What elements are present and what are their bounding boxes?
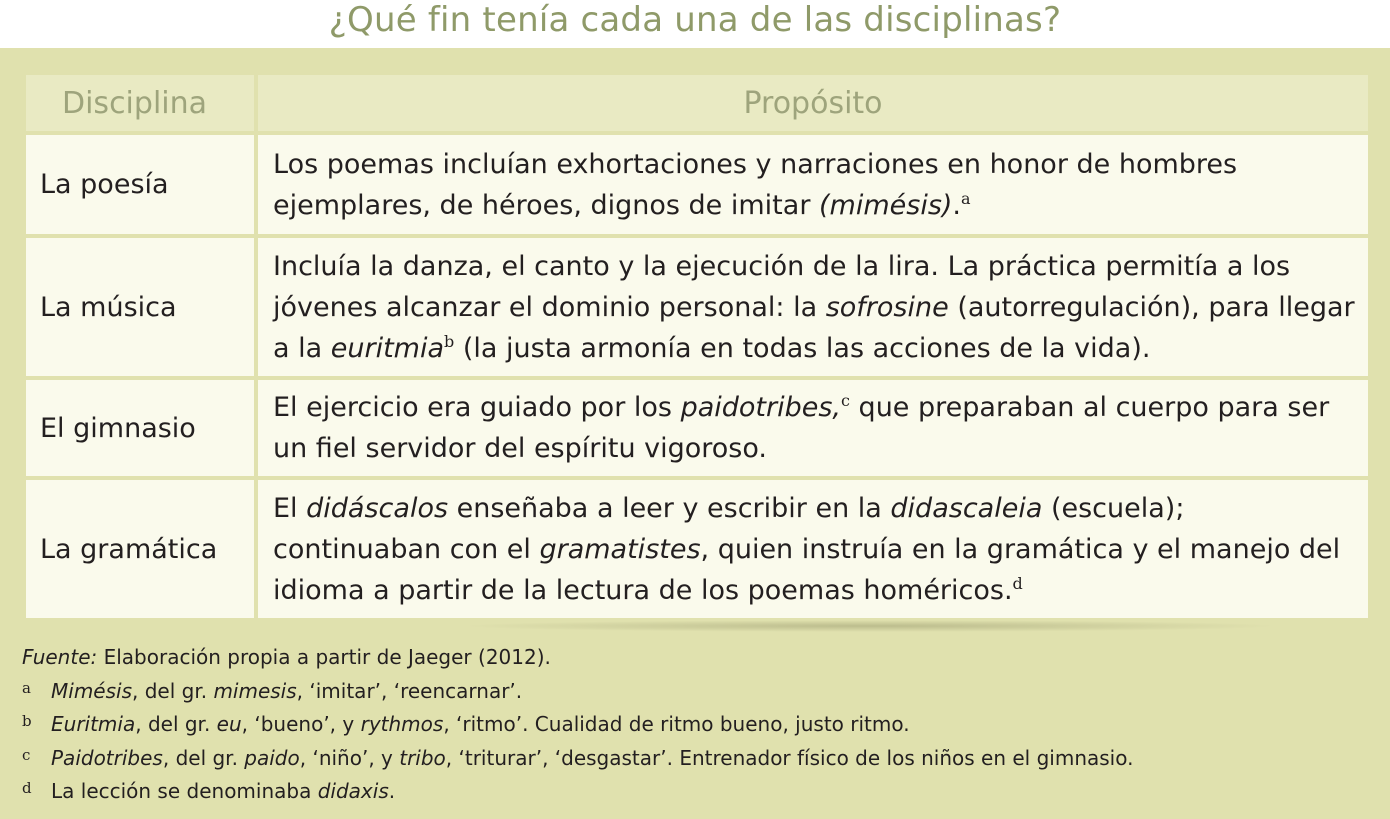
footnote-text (51, 679, 522, 703)
footnote-ref: c (841, 391, 850, 410)
source-label: Fuente: (22, 645, 98, 669)
source-note (22, 641, 1362, 675)
text-run: El ejercicio era guiado por los (273, 392, 681, 423)
table-header-row (26, 75, 1368, 131)
text-run: (la justa armonía en todas las acciones de la vida). (454, 332, 1151, 364)
header-purpose: Propósito (258, 75, 1368, 131)
footnote-text (51, 712, 910, 736)
italic-term: gramatistes (539, 533, 701, 565)
text-run: , quien instruía en la gramática y el manejo del idioma a partir de la lectura de los poemas homéricos. (273, 533, 1341, 606)
footnote (22, 742, 1362, 776)
text-run: , ‘bueno’, y (241, 712, 361, 736)
table-row (26, 238, 1368, 376)
footnote-ref: a (961, 188, 971, 208)
purpose-cell (258, 135, 1368, 234)
table-row (26, 135, 1368, 234)
header-discipline: Disciplina (26, 75, 254, 131)
table-row (26, 480, 1368, 618)
text-run: que preparaban al cuerpo para ser un fiel servidor del espíritu vigoroso. (273, 392, 1330, 464)
footnote-ref: b (444, 331, 455, 351)
text-run: , ‘imitar’, ‘reencarnar’. (296, 678, 523, 703)
disciplines-table (22, 71, 1372, 622)
page-title: ¿Qué fin tenía cada una de las disciplinas? (328, 0, 1062, 40)
italic-term: eu (216, 712, 242, 736)
italic-term: mimesis (213, 678, 297, 703)
text-run: El (273, 492, 307, 524)
discipline-cell: El gimnasio (26, 380, 254, 476)
discipline-cell: La música (26, 238, 254, 376)
text-run: La lección se denominaba (51, 779, 318, 803)
italic-term: didaxis (317, 779, 389, 803)
text-run: , del gr. (135, 712, 217, 736)
text-run: . (388, 779, 396, 803)
source-text: Elaboración propia a partir de Jaeger (2012). (97, 645, 551, 669)
italic-term: Mimésis (51, 678, 132, 703)
italic-term: tribo (399, 745, 446, 770)
purpose-cell (258, 480, 1368, 618)
discipline-cell: La poesía (26, 135, 254, 234)
text-run: Incluía la danza, el canto y la ejecución de la lira. La práctica permitía a los jóvenes alcanzar el dominio personal: la (273, 250, 1291, 323)
text-run: (escuela); continuaban con el (273, 492, 1185, 565)
footnote (22, 675, 1362, 709)
italic-term: Paidotribes (51, 745, 163, 770)
italic-term: didascaleia (890, 492, 1043, 524)
text-run: (autorregulación), para llegar a la (273, 291, 1355, 364)
text-run: Los poemas incluían exhortaciones y narraciones en honor de hombres ejemplares, de héroes, dignos de imitar (273, 148, 1238, 221)
text-run: , ‘ritmo’. Cualidad de ritmo bueno, justo ritmo. (443, 712, 910, 736)
italic-term: Euritmia (51, 712, 136, 736)
text-run: . (952, 189, 962, 221)
text-run: , ‘niño’, y (299, 745, 400, 770)
footnote (22, 708, 1362, 742)
footnote-mark: b (22, 712, 32, 730)
table-shadow (460, 620, 1280, 632)
text-run: , del gr. (162, 745, 245, 770)
footnote-ref: d (1012, 573, 1023, 593)
purpose-cell (258, 380, 1368, 476)
discipline-cell: La gramática (26, 480, 254, 618)
footnote-text (51, 746, 1133, 770)
footnote-mark: a (22, 678, 31, 697)
italic-term: paido (244, 745, 300, 770)
text-run: enseñaba a leer y escribir en la (448, 492, 891, 524)
purpose-cell (258, 238, 1368, 376)
footnote (22, 775, 1362, 809)
table-row (26, 380, 1368, 476)
italic-term: (mimésis) (819, 189, 953, 221)
notes-section (22, 641, 1362, 809)
text-run: , del gr. (132, 678, 214, 703)
italic-term: rythmos (360, 712, 444, 736)
italic-term: paidotribes, (680, 392, 841, 423)
footnote-text (51, 779, 395, 803)
italic-term: sofrosine (825, 291, 949, 323)
footnote-mark: c (22, 745, 31, 764)
text-run: , ‘triturar’, ‘desgastar’. Entrenador físico de los niños en el gimnasio. (445, 745, 1134, 770)
italic-term: didáscalos (306, 492, 449, 524)
italic-term: euritmia (330, 332, 445, 364)
content-panel (0, 48, 1390, 819)
footnote-mark: d (22, 779, 32, 797)
